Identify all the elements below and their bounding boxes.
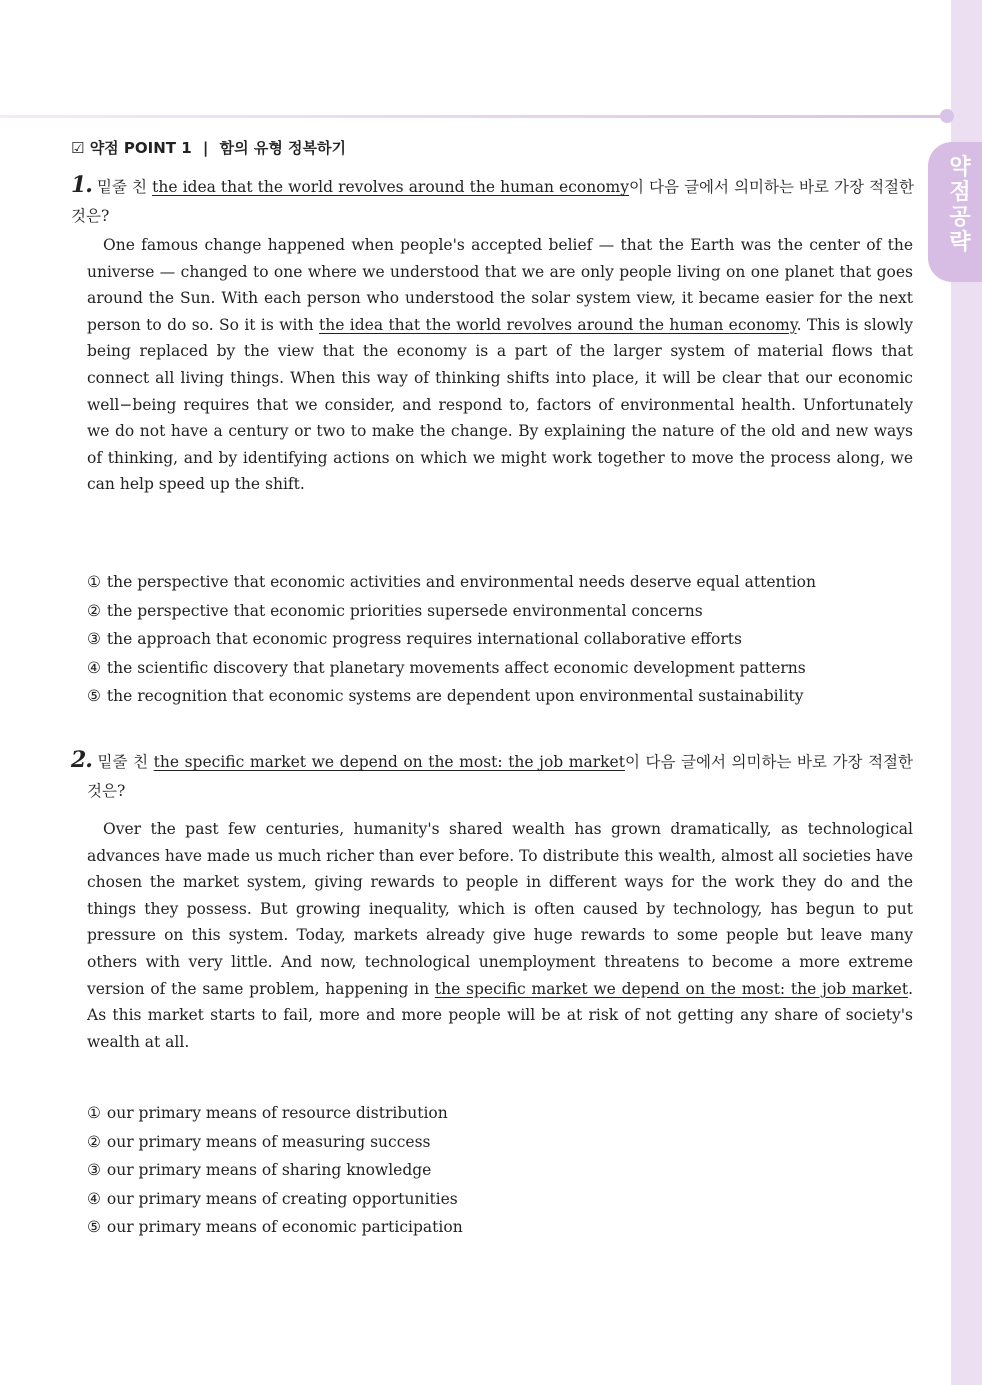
passage-underlined-phrase: the specific market we depend on the most: the job market [434,979,909,998]
choice-2[interactable] [87,1128,463,1157]
prompt-underlined-phrase: the specific market we depend on the most: the job market [153,753,625,771]
choice-4[interactable] [87,1185,463,1214]
prompt-text: 밑줄 친 [91,753,154,771]
section-tab-label: 약 점 공 략 [949,155,971,255]
prompt-underlined-phrase: the idea that the world revolves around the human economy [152,178,630,196]
question-number: 2. [71,747,92,773]
prompt-text: 밑줄 친 [91,178,153,196]
question-1-choices [87,568,816,711]
checkbox-icon: ☑ [71,139,85,157]
choice-2[interactable] [87,597,816,626]
question-1-passage [87,232,913,498]
prompt-text: 이 다음 글에서 의미하는 바로 가장 적절한 것은? [87,753,913,800]
choice-marker: ④ [87,1189,101,1208]
heading-point-label: 약점 POINT 1 [89,139,192,157]
choice-marker: ⑤ [87,1218,101,1236]
choice-text: our primary means of resource distribution [106,1104,448,1122]
question-2-passage [87,816,913,1055]
passage-text: Over the past few centuries, humanity's shared wealth has grown dramatically, as technological advances have made us much richer than ever before. To distribute this wealth, almost all societies have chosen the market system, giving rewards to people in different ways for the work they do and the things they possess. But growing inequality, which is often caused by technology, has begun to put pressure on this system. Today, markets already give huge rewards to some people but leave many others with very little. And now, technological unemployment threatens to become a more extreme version of the same problem, happening in [87,820,913,998]
choice-text: our primary means of economic participation [106,1218,463,1236]
choice-text: the perspective that economic priorities supersede environmental concerns [106,601,703,620]
choice-text: our primary means of measuring success [106,1132,431,1151]
choice-marker: ① [87,573,101,591]
choice-3[interactable] [87,1156,463,1185]
passage-text: . This is slowly being replaced by the view that the economy is a part of the larger system of material flows that connect all living things. When this way of thinking shifts into place, it will be clear that our economic well−being requires that we consider, and respond to, factors of environmental health. Unfortunately we do not have a century or two to make the change. By explaining the nature of the old and new ways of thinking, and by identifying actions on which we might work together to move the process along, we can help speed up the shift. [87,315,913,494]
passage-underlined-phrase: the idea that the world revolves around the human economy [319,315,797,334]
choice-text: the scientific discovery that planetary movements affect economic development patterns [106,658,806,677]
choice-3[interactable] [87,625,816,654]
choice-marker: ② [87,1132,101,1151]
prompt-text: 이 다음 글에서 의미하는 바로 가장 적절한 것은? [71,178,914,225]
choice-marker: ⑤ [87,687,101,705]
heading-topic-label: 함의 유형 정복하기 [219,139,346,157]
choice-marker: ④ [87,658,101,677]
choice-marker: ③ [87,1161,101,1179]
question-number: 1. [71,172,92,198]
choice-5[interactable] [87,1213,463,1242]
question-1-prompt [71,171,914,231]
choice-text: the recognition that economic systems are dependent upon environmental sustainability [106,687,804,705]
header-rule-dot [940,109,954,123]
question-2-choices [87,1099,463,1242]
choice-text: our primary means of sharing knowledge [106,1161,432,1179]
choice-marker: ② [87,601,101,620]
passage-text: . As this market starts to fail, more and more people will be at risk of not getting any share of society's wealth at all. [87,979,913,1051]
choice-text: the perspective that economic activities and environmental needs deserve equal attention [106,573,816,591]
choice-1[interactable] [87,1099,463,1128]
passage-text: One famous change happened when people's accepted belief — that the Earth was the center of the universe — changed to one where we understood that we are only people living on one planet that goes around the Sun. With each person who understood the solar system view, it became easier for the next person to do so. So it is with [87,236,913,334]
choice-text: our primary means of creating opportunities [106,1189,458,1208]
header-rule [0,115,946,118]
choice-text: the approach that economic progress requires international collaborative efforts [106,630,742,648]
choice-5[interactable] [87,682,816,711]
choice-1[interactable] [87,568,816,597]
heading-separator: | [202,139,209,157]
choice-marker: ① [87,1104,101,1122]
choice-marker: ③ [87,630,101,648]
question-2-prompt [71,746,913,806]
choice-4[interactable] [87,654,816,683]
section-heading [71,137,346,158]
